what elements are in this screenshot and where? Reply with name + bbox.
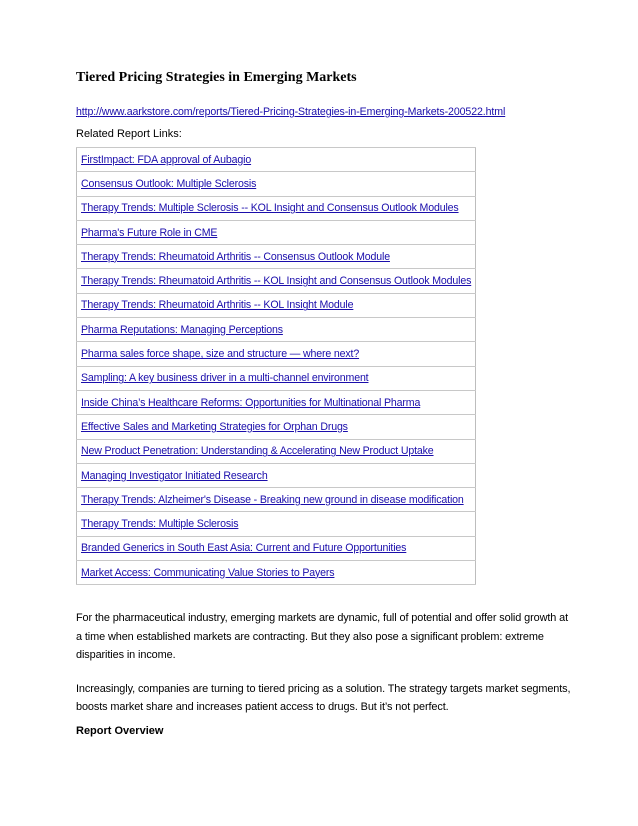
related-link-cell <box>77 390 476 414</box>
related-link-row <box>77 148 476 172</box>
related-link-row <box>77 342 476 366</box>
related-link-cell <box>77 220 476 244</box>
related-link-cell <box>77 463 476 487</box>
related-link-row <box>77 536 476 560</box>
related-link-cell <box>77 439 476 463</box>
report-overview-heading: Report Overview <box>76 724 164 737</box>
report-url-link[interactable]: http://www.aarkstore.com/reports/Tiered-Pricing-Strategies-in-Emerging-Markets-200522.html <box>76 106 506 118</box>
related-link-cell <box>77 196 476 220</box>
related-link-row <box>77 366 476 390</box>
related-link[interactable]: Pharma sales force shape, size and structure — where next? <box>81 348 360 361</box>
related-link-row <box>77 512 476 536</box>
related-link[interactable]: Therapy Trends: Rheumatoid Arthritis -- KOL Insight Module <box>81 299 354 312</box>
related-link-cell <box>77 342 476 366</box>
related-link-row <box>77 390 476 414</box>
related-link-row <box>77 196 476 220</box>
related-link-cell <box>77 415 476 439</box>
related-link[interactable]: Pharma's Future Role in CME <box>81 226 218 239</box>
document-title: Tiered Pricing Strategies in Emerging Markets <box>76 70 357 85</box>
related-link[interactable]: Market Access: Communicating Value Stories to Payers <box>81 566 335 579</box>
document-page <box>76 68 576 739</box>
related-link[interactable]: Consensus Outlook: Multiple Sclerosis <box>81 177 257 190</box>
related-link-row <box>77 488 476 512</box>
related-link-cell <box>77 536 476 560</box>
related-link[interactable]: Branded Generics in South East Asia: Current and Future Opportunities <box>81 542 407 555</box>
related-link[interactable]: Therapy Trends: Rheumatoid Arthritis -- Consensus Outlook Module <box>81 250 390 263</box>
related-link-cell <box>77 245 476 269</box>
related-link-row <box>77 561 476 585</box>
related-link-row <box>77 463 476 487</box>
related-link-cell <box>77 512 476 536</box>
related-link[interactable]: New Product Penetration: Understanding & Accelerating New Product Uptake <box>81 445 434 458</box>
related-links-table <box>76 147 476 585</box>
related-link[interactable]: Effective Sales and Marketing Strategies for Orphan Drugs <box>81 420 348 433</box>
related-link-row <box>77 245 476 269</box>
related-link[interactable]: Managing Investigator Initiated Research <box>81 469 268 482</box>
related-link[interactable]: Inside China’s Healthcare Reforms: Opportunities for Multinational Pharma <box>81 396 421 409</box>
related-link[interactable]: Therapy Trends: Multiple Sclerosis <box>81 518 239 531</box>
related-link-cell <box>77 269 476 293</box>
related-link-cell <box>77 148 476 172</box>
related-link-cell <box>77 172 476 196</box>
related-link[interactable]: Therapy Trends: Alzheimer's Disease - Breaking new ground in disease modification <box>81 493 464 506</box>
related-link-row <box>77 220 476 244</box>
related-link-cell <box>77 366 476 390</box>
related-link-row <box>77 318 476 342</box>
related-link-row <box>77 415 476 439</box>
related-link[interactable]: Therapy Trends: Multiple Sclerosis -- KOL Insight and Consensus Outlook Modules <box>81 202 459 215</box>
intro-paragraph: For the pharmaceutical industry, emerging markets are dynamic, full of potential and offer solid growth at a time when established markets are contracting. But they also pose a significant problem: extreme disparities in income. <box>76 612 569 662</box>
related-link[interactable]: Therapy Trends: Rheumatoid Arthritis -- KOL Insight and Consensus Outlook Modules <box>81 275 472 288</box>
related-link-cell <box>77 488 476 512</box>
related-link-row <box>77 293 476 317</box>
related-link-cell <box>77 293 476 317</box>
related-link[interactable]: Pharma Reputations: Managing Perceptions <box>81 323 283 336</box>
related-link-row <box>77 172 476 196</box>
related-link[interactable]: FirstImpact: FDA approval of Aubagio <box>81 153 252 166</box>
related-link[interactable]: Sampling: A key business driver in a multi-channel environment <box>81 372 369 385</box>
related-link-cell <box>77 318 476 342</box>
related-link-row <box>77 269 476 293</box>
tiered-pricing-paragraph: Increasingly, companies are turning to tiered pricing as a solution. The strategy targets market segments, boosts market share and increases patient access to drugs. But it’s not perfect. <box>76 682 571 714</box>
related-links-label: Related Report Links: <box>76 128 182 140</box>
related-link-cell <box>77 561 476 585</box>
related-link-row <box>77 439 476 463</box>
